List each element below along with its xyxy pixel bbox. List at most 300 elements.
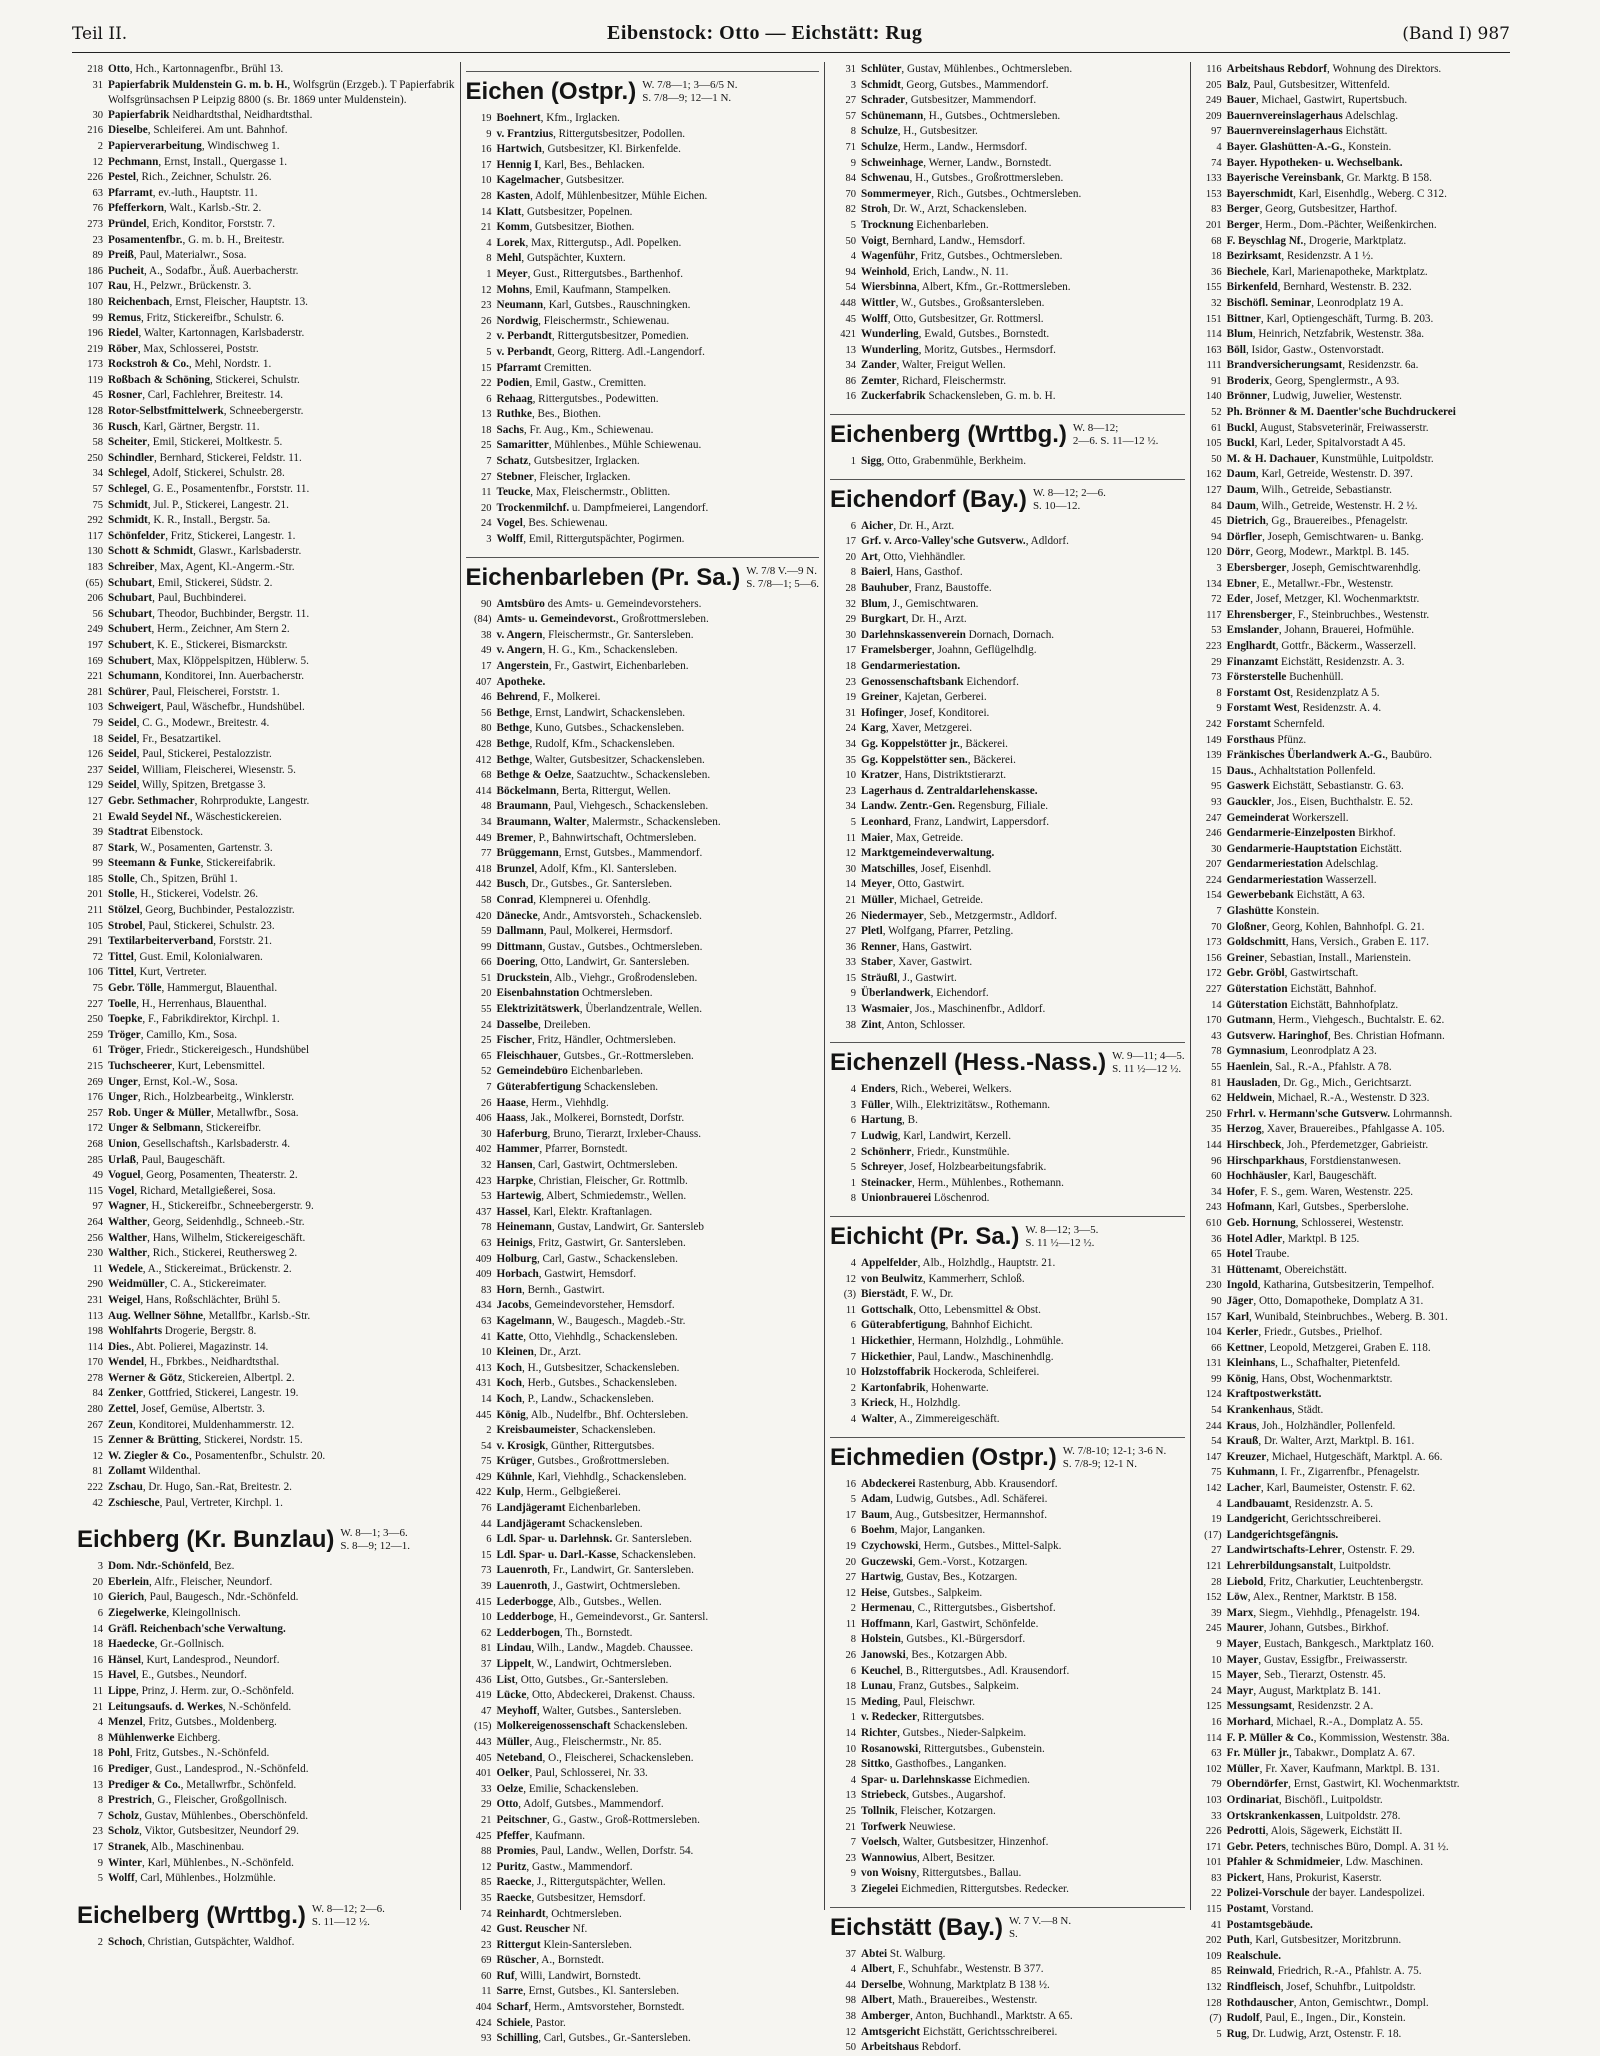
directory-entry: [77, 903, 455, 919]
directory-entry: [77, 1856, 455, 1872]
subscriber-name: Katte: [496, 1330, 524, 1343]
phone-number: 10: [481, 1612, 492, 1624]
subscriber-name: Fränkisches Überlandwerk A.-G.: [1226, 749, 1386, 762]
directory-entry: [830, 815, 1185, 831]
directory-entry: [1196, 1122, 1505, 1138]
phone-number: 53: [481, 1191, 492, 1203]
directory-entry: [830, 62, 1185, 78]
subscriber-name: Buckl: [1226, 437, 1255, 450]
directory-entry: [466, 1439, 820, 1455]
directory-entry: [1196, 592, 1505, 608]
subscriber-details: , Rittergutsbes., Gubenstein.: [918, 1742, 1045, 1755]
phone-number: 77: [481, 848, 492, 860]
subscriber-details: , ev.-luth., Hauptstr. 11.: [152, 186, 258, 199]
subscriber-details: , Karl, Gutsbes., Rauschningken.: [543, 299, 691, 312]
phone-number: 290: [87, 1279, 103, 1291]
subscriber-name: Kagelmacher: [496, 174, 561, 187]
directory-entry: [1196, 561, 1505, 577]
subscriber-details: , N.-Schönfeld.: [222, 1700, 292, 1713]
subscriber-details: , Max, Klöppelspitzen, Hüblerw. 5.: [151, 654, 309, 667]
directory-entry: [466, 815, 820, 831]
subscriber-details: Eichberg.: [174, 1731, 221, 1744]
directory-entry: [466, 831, 820, 847]
directory-entry: [830, 799, 1185, 815]
subscriber-details: , Paul, Stickerei, Schulstr. 23.: [142, 919, 275, 932]
phone-number: 128: [87, 406, 103, 418]
subscriber-details: , Karl, Mühlenbes., N.-Schönfeld.: [141, 1856, 294, 1869]
subscriber-details: , Gustav, Mühlenbes., Ochtmersleben.: [901, 63, 1073, 75]
directory-entry: [830, 1882, 1185, 1898]
directory-entry: [1196, 670, 1505, 686]
phone-number: 90: [481, 598, 492, 610]
subscriber-name: Boehnert: [496, 112, 541, 124]
subscriber-name: Pründel: [108, 217, 147, 230]
phone-number: 429: [475, 1471, 492, 1483]
phone-number: 31: [845, 64, 857, 75]
subscriber-details: , Georg, Ritterg. Adl.-Langendorf.: [551, 345, 705, 358]
phone-number: 61: [92, 1045, 103, 1057]
subscriber-details: , Fritz, Gastwirt, Gr. Santersleben.: [532, 1236, 686, 1249]
phone-number: 26: [845, 1650, 857, 1662]
subscriber-details: Eichenbarleben.: [567, 1065, 643, 1078]
directory-entry: [1196, 156, 1505, 172]
phone-number: 244: [1205, 1420, 1222, 1432]
directory-entry: [466, 1532, 820, 1548]
subscriber-details: , Gutsbes., Großrottmersleben.: [531, 1455, 670, 1468]
directory-entry: [830, 1710, 1185, 1726]
directory-entry: [466, 1361, 820, 1377]
subscriber-name: Meyhoff: [496, 1704, 537, 1717]
directory-entry: [1196, 811, 1505, 827]
subscriber-name: Schweinhage: [861, 156, 924, 169]
phone-number: 409: [475, 1253, 492, 1265]
subscriber-details: , Fr. Xaver, Kaufmann, Marktpl. B. 131.: [1259, 1762, 1440, 1775]
subscriber-name: Staber: [861, 956, 893, 969]
subscriber-details: , Kaufmann.: [529, 1829, 586, 1842]
subscriber-name: Pfefferkorn: [108, 202, 164, 215]
subscriber-name: Appelfelder: [861, 1257, 918, 1269]
subscriber-name: Hüttenamt: [1226, 1263, 1279, 1276]
subscriber-name: Gauckler: [1226, 795, 1272, 808]
directory-entry: [77, 1684, 455, 1700]
subscriber-name: Spar- u. Darlehnskasse: [861, 1773, 971, 1786]
subscriber-details: , Gastwirt, Hemsdorf.: [538, 1268, 637, 1281]
directory-entry: [1196, 1263, 1505, 1279]
phone-number: 242: [1205, 718, 1222, 730]
directory-entry: [466, 158, 820, 174]
subscriber-name: Schubart: [108, 592, 153, 605]
phone-number: 1: [850, 1712, 857, 1724]
phone-number: 46: [481, 692, 492, 704]
directory-entry: [466, 1719, 820, 1735]
subscriber-details: , Adolf, Stickerei, Schulstr. 28.: [147, 467, 285, 480]
phone-number: 15: [481, 362, 492, 374]
phone-number: 18: [1211, 251, 1222, 263]
subscriber-name: Krauß: [1226, 1435, 1259, 1448]
subscriber-name: von Beulwitz: [861, 1272, 923, 1285]
subscriber-details: , Dr. H., Arzt.: [893, 519, 955, 532]
phone-number: 113: [87, 1310, 103, 1322]
subscriber-name: Voigt: [861, 234, 887, 247]
directory-entry: [466, 955, 820, 971]
subscriber-details: , Ernst, Fleischer, Hauptstr. 13.: [169, 295, 308, 308]
phone-number: 116: [1206, 64, 1222, 75]
directory-entry: [1196, 1091, 1505, 1107]
subscriber-name: Horbach: [496, 1268, 539, 1281]
phone-number: 59: [481, 926, 492, 938]
office-hours-weekday: W. 7/8-10; 12-1; 3-6 N.: [1062, 1444, 1167, 1457]
subscriber-details: , Ernst, Install., Quergasse 1.: [158, 155, 288, 168]
subscriber-details: Eichstätt, Sebastianstr. G. 63.: [1269, 780, 1404, 793]
phone-number: (7): [1209, 2013, 1222, 2025]
subscriber-details: , Emilie, Schackensleben.: [523, 1782, 639, 1795]
subscriber-details: , William, Fleischerei, Wiesenstr. 5.: [136, 763, 296, 776]
subscriber-name: Seidel: [108, 763, 137, 776]
phone-number: 404: [475, 2002, 492, 2014]
subscriber-name: Gutmann: [1226, 1014, 1273, 1027]
subscriber-details: , Fr. Aug., Km., Schiewenau.: [523, 423, 654, 436]
directory-entry: [1196, 1543, 1505, 1559]
subscriber-details: , Karl, Gastwirt, Schönfelde.: [910, 1617, 1039, 1630]
subscriber-details: , Paul, Gutsbesitzer, Wittenfeld.: [1247, 78, 1390, 91]
subscriber-details: , Metallwfbr., Sosa.: [210, 1106, 299, 1119]
phone-number: 25: [481, 440, 492, 452]
subscriber-name: Bethge: [496, 706, 530, 719]
phone-number: 41: [1211, 1919, 1222, 1931]
subscriber-name: Papierverarbeitung: [108, 139, 202, 152]
subscriber-details: , Gutsbesitzer.: [560, 174, 625, 187]
phone-number: 31: [845, 707, 857, 719]
directory-entry: [466, 532, 820, 548]
subscriber-name: Röber: [108, 342, 138, 355]
subscriber-name: Voguel: [108, 1169, 141, 1182]
subscriber-name: Arbeitshaus: [861, 2041, 919, 2054]
directory-entry: [77, 1184, 455, 1200]
subscriber-details: , Fleischermstr., Schiewenau.: [538, 314, 670, 327]
subscriber-details: , Gesellschaftsh., Karlsbaderstr. 4.: [137, 1137, 291, 1150]
phone-number: 268: [87, 1138, 103, 1150]
phone-number: 34: [1211, 1186, 1222, 1198]
subscriber-name: Landjägeramt: [496, 1502, 566, 1515]
subscriber-name: Haass: [496, 1112, 526, 1125]
directory-entry: [830, 924, 1185, 940]
phone-number: 171: [1205, 1841, 1222, 1853]
phone-number: 13: [92, 1779, 103, 1791]
phone-number: 84: [92, 1388, 103, 1400]
subscriber-name: v. Krosigk: [496, 1439, 546, 1452]
phone-number: 21: [481, 1814, 492, 1826]
subscriber-details: , Kfm., Irglacken.: [540, 112, 620, 124]
phone-number: 7: [850, 1837, 857, 1849]
subscriber-details: , Paul, Molkerei, Hermsdorf.: [543, 925, 673, 938]
directory-entry: [77, 576, 455, 592]
phone-number: 5: [850, 1494, 857, 1506]
directory-entry: [466, 1953, 820, 1969]
directory-entry: [1196, 951, 1505, 967]
subscriber-details: , Rittergutsbesitzer, Podollen.: [553, 127, 686, 140]
phone-number: 4: [850, 1413, 857, 1425]
phone-number: 54: [481, 1440, 492, 1452]
office-hours-sunday: S. 7/8—1; 5—6.: [746, 577, 820, 590]
subscriber-name: Kratzer: [861, 769, 899, 782]
subscriber-name: Herzog: [1226, 1123, 1262, 1136]
office-hours-weekday: W. 7/8 V.—9 N.: [746, 564, 817, 577]
directory-entry: [77, 93, 455, 108]
subscriber-name: v. Frantzius: [496, 127, 554, 140]
subscriber-name: Steinacker: [861, 1176, 912, 1189]
phone-number: 6: [850, 520, 857, 532]
subscriber-name: Wasmaier: [861, 1003, 910, 1016]
directory-entry: [466, 940, 820, 956]
directory-entry: [1196, 1512, 1505, 1528]
phone-number: 196: [87, 328, 103, 340]
phone-number: 422: [475, 1487, 492, 1499]
subscriber-name: Zschiesche: [108, 1496, 160, 1509]
directory-entry: [466, 1641, 820, 1657]
directory-entry: [830, 312, 1185, 328]
subscriber-name: Scholz: [108, 1825, 140, 1838]
subscriber-details: Wasserzell.: [1322, 873, 1377, 886]
subscriber-name: Trockenmilchf.: [496, 501, 570, 514]
subscriber-name: Buckl: [1226, 421, 1255, 434]
subscriber-name: Wedele: [108, 1262, 143, 1275]
phone-number: 170: [1205, 1015, 1222, 1027]
directory-entry: [1196, 1138, 1505, 1154]
subscriber-name: Gutsverw. Haringhof: [1226, 1029, 1328, 1042]
directory-entry: [1196, 639, 1505, 655]
directory-entry: [830, 831, 1185, 847]
subscriber-name: Forstamt Ost: [1226, 686, 1291, 699]
subscriber-details: , Metallfbr., Karlsb.-Str.: [203, 1309, 311, 1322]
directory-entry: [466, 1751, 820, 1767]
phone-number: 15: [1211, 1670, 1222, 1682]
subscriber-name: Art: [861, 550, 878, 563]
directory-entry: [830, 1256, 1185, 1272]
directory-entry: [1196, 1044, 1505, 1060]
directory-entry: [466, 659, 820, 675]
subscriber-name: Lederbogge: [496, 1595, 554, 1608]
phone-number: 43: [1211, 1030, 1222, 1042]
subscriber-details: , K. R., Install., Bergstr. 5a.: [147, 514, 271, 527]
phone-number: (3): [843, 1289, 857, 1301]
subscriber-name: Gloßner: [1226, 920, 1267, 933]
directory-entry: [466, 438, 820, 454]
subscriber-details: , Stickereien, Albertpl. 2.: [182, 1371, 295, 1384]
subscriber-details: , Otto, Gutsbesitzer, Gr. Rottmersl.: [887, 312, 1044, 325]
subscriber-name: Samaritter: [496, 439, 549, 452]
subscriber-name: Bittner: [1226, 312, 1261, 325]
directory-entry: [466, 501, 820, 517]
directory-entry: [77, 1793, 455, 1809]
directory-entry: [77, 1168, 455, 1184]
phone-number: 34: [481, 816, 492, 828]
subscriber-name: Molkereigenossenschaft: [496, 1720, 611, 1733]
subscriber-name: Angerstein: [496, 660, 549, 672]
subscriber-details: , Obereichstätt.: [1278, 1263, 1347, 1276]
phone-number: 9: [1216, 1638, 1222, 1650]
phone-number: 420: [475, 910, 492, 922]
directory-entry: [77, 201, 455, 217]
subscriber-name: Landwirtschafts-Lehrer: [1226, 1544, 1343, 1557]
phone-number: 221: [87, 671, 103, 683]
directory-entry: [466, 1485, 820, 1501]
subscriber-details: , Jul. P., Stickerei, Langestr. 21.: [147, 498, 289, 511]
subscriber-name: Landbauamt: [1226, 1497, 1289, 1510]
phone-number: 7: [486, 456, 492, 468]
directory-entry: [1196, 1200, 1505, 1216]
directory-entry: [830, 659, 1185, 675]
subscriber-details: , Paul, Fleischerei, Forststr. 1.: [146, 685, 280, 698]
subscriber-name: Toelle: [108, 997, 137, 1010]
directory-entry: [1196, 234, 1505, 250]
directory-entry: [830, 2025, 1185, 2041]
office-hours-weekday: W. 8—12; 2—6.: [311, 1902, 385, 1915]
phone-number: 17: [92, 1841, 103, 1853]
phone-number: 80: [481, 723, 492, 735]
subscriber-details: , Fritz, Gutsbes., Ochtmersleben.: [915, 250, 1063, 263]
subscriber-details: , Ewald, Gutsbes., Bornstedt.: [918, 328, 1050, 341]
subscriber-name: Posamentenfbr.: [108, 233, 183, 246]
subscriber-details: Eichstätt.: [1357, 842, 1402, 855]
subscriber-name: F. P. Müller & Co.: [1226, 1731, 1314, 1744]
subscriber-details: , Konstein.: [1342, 140, 1392, 153]
subscriber-name: Schumann: [108, 670, 159, 683]
phone-number: 11: [92, 1263, 103, 1275]
subscriber-details: Neuwiese.: [905, 1820, 956, 1833]
subscriber-name: Ortskrankenkassen: [1226, 1809, 1321, 1822]
directory-entry: [1196, 1419, 1505, 1435]
subscriber-name: Liebold: [1226, 1575, 1264, 1588]
subscriber-name: Rüscher: [496, 1954, 537, 1967]
subscriber-name: Hofinger: [861, 706, 904, 719]
directory-entry: [830, 1820, 1185, 1836]
subscriber-name: Reinhardt: [496, 1907, 546, 1920]
subscriber-details: , Karl, Elektr. Kraftanlagen.: [527, 1205, 653, 1218]
subscriber-details: , Anton, Buchhandl., Marktstr. A 65.: [910, 2009, 1073, 2022]
phone-number: 443: [475, 1736, 492, 1748]
phone-number: 63: [481, 1315, 492, 1327]
subscriber-name: Striebeck: [861, 1789, 907, 1802]
subscriber-details: , Siegm., Viehhdlg., Pfenagelstr. 194.: [1253, 1606, 1420, 1619]
subscriber-details: , Kurt, Lebensmittel.: [172, 1060, 265, 1072]
subscriber-details: , Erich, Konditor, Forststr. 7.: [146, 217, 276, 230]
directory-entry: [830, 1617, 1185, 1633]
subscriber-name: Schlegel: [108, 483, 148, 496]
subscriber-details: , F., Schuhfabr., Westenstr. B 377.: [892, 1963, 1044, 1976]
phone-number: 5: [486, 346, 492, 358]
phone-number: 34: [845, 738, 857, 750]
directory-entry: [830, 1176, 1185, 1192]
phone-number: 23: [92, 234, 103, 246]
directory-entry: [77, 1153, 455, 1169]
phone-number: 45: [845, 313, 857, 325]
phone-number: 34: [845, 801, 857, 813]
subscriber-details: , Dr., Arzt.: [533, 1346, 582, 1359]
subscriber-details: , Joh., Holzhändler, Pollenfeld.: [1256, 1419, 1396, 1432]
subscriber-details: Schackensleben.: [581, 1081, 659, 1094]
phone-number: 35: [845, 754, 857, 766]
subscriber-name: Janowski: [861, 1649, 906, 1662]
subscriber-details: , Überlandzentrale, Wellen.: [579, 1003, 702, 1016]
directory-entry: [77, 388, 455, 404]
subscriber-details: , Michael, R.-A., Domplatz A. 55.: [1270, 1715, 1424, 1728]
subscriber-details: , Rudolf, Kfm., Schackensleben.: [529, 737, 675, 750]
directory-entry: [1196, 467, 1505, 483]
subscriber-name: Pickert: [1226, 1871, 1262, 1884]
directory-entry: [77, 1402, 455, 1418]
subscriber-name: Papierfabrik: [108, 108, 170, 121]
phone-number: 247: [1205, 812, 1222, 824]
subscriber-name: Gendarmerie-Hauptstation: [1226, 842, 1358, 855]
directory-entry: [466, 1376, 820, 1392]
directory-entry: [830, 768, 1185, 784]
phone-number: 10: [1211, 1654, 1222, 1666]
directory-entry: [77, 981, 455, 997]
subscriber-name: Toepke: [108, 1013, 143, 1026]
directory-entry: [830, 1396, 1185, 1412]
subscriber-name: Holzstoffabrik: [861, 1366, 931, 1379]
subscriber-details: Schernfeld.: [1270, 717, 1325, 730]
directory-entry: [830, 140, 1185, 156]
subscriber-name: Zettel: [108, 1403, 136, 1416]
directory-entry: [1196, 436, 1505, 452]
phone-number: 91: [1211, 375, 1222, 387]
phone-number: 2: [850, 1146, 857, 1158]
directory-entry: [1196, 1902, 1505, 1918]
subscriber-name: Scholz: [108, 1809, 140, 1822]
phone-number: 25: [845, 1806, 857, 1817]
directory-entry: [1196, 779, 1505, 795]
subscriber-details: , Gust., Landesprod., N.-Schönfeld.: [149, 1762, 309, 1775]
directory-entry: [1196, 140, 1505, 156]
directory-entry: [77, 1043, 455, 1059]
directory-entry: [77, 342, 455, 358]
subscriber-details: , Gastw., Mammendorf.: [526, 1860, 633, 1873]
subscriber-name: Haenlein: [1226, 1061, 1270, 1073]
subscriber-name: Walter: [861, 1412, 894, 1425]
subscriber-name: Baum: [861, 1508, 890, 1521]
directory-entry: [830, 753, 1185, 769]
directory-entry: [77, 186, 455, 202]
directory-entry: [466, 1626, 820, 1642]
phone-number: 226: [1205, 1826, 1222, 1838]
subscriber-details: , Albert, Schmiedemstr., Wellen.: [541, 1190, 687, 1203]
phone-number: 4: [850, 251, 857, 263]
subscriber-name: Schubert: [108, 623, 152, 636]
subscriber-name: Blum: [1226, 328, 1253, 341]
office-hours-weekday: W. 8—12; 2—6.: [1032, 486, 1106, 499]
subscriber-name: Berger: [1226, 203, 1260, 216]
subscriber-name: Rosner: [108, 389, 143, 402]
subscriber-name: Holstein: [861, 1633, 901, 1646]
subscriber-name: Schindler: [108, 451, 155, 464]
phone-number: 7: [1216, 906, 1222, 918]
directory-entry: [466, 1158, 820, 1174]
subscriber-name: Greiner: [861, 691, 899, 704]
directory-entry: [77, 1090, 455, 1106]
directory-entry: [830, 234, 1185, 250]
directory-entry: [1196, 1450, 1505, 1466]
subscriber-details: , Tabakwr., Domplatz A. 67.: [1289, 1747, 1416, 1760]
subscriber-details: , Karl, Marienapotheke, Marktplatz.: [1266, 265, 1428, 278]
directory-column: [461, 62, 826, 2045]
subscriber-details: , Kuno, Gutsbes., Schackensleben.: [529, 722, 685, 735]
directory-entry: [77, 248, 455, 264]
subscriber-name: Birkenfeld: [1226, 281, 1278, 294]
subscriber-details: , Johann, Gutsbes., Birkhof.: [1263, 1622, 1389, 1635]
subscriber-details: , W., Posamenten, Gartenstr. 3.: [134, 841, 273, 854]
subscriber-name: Kasten: [496, 189, 531, 202]
